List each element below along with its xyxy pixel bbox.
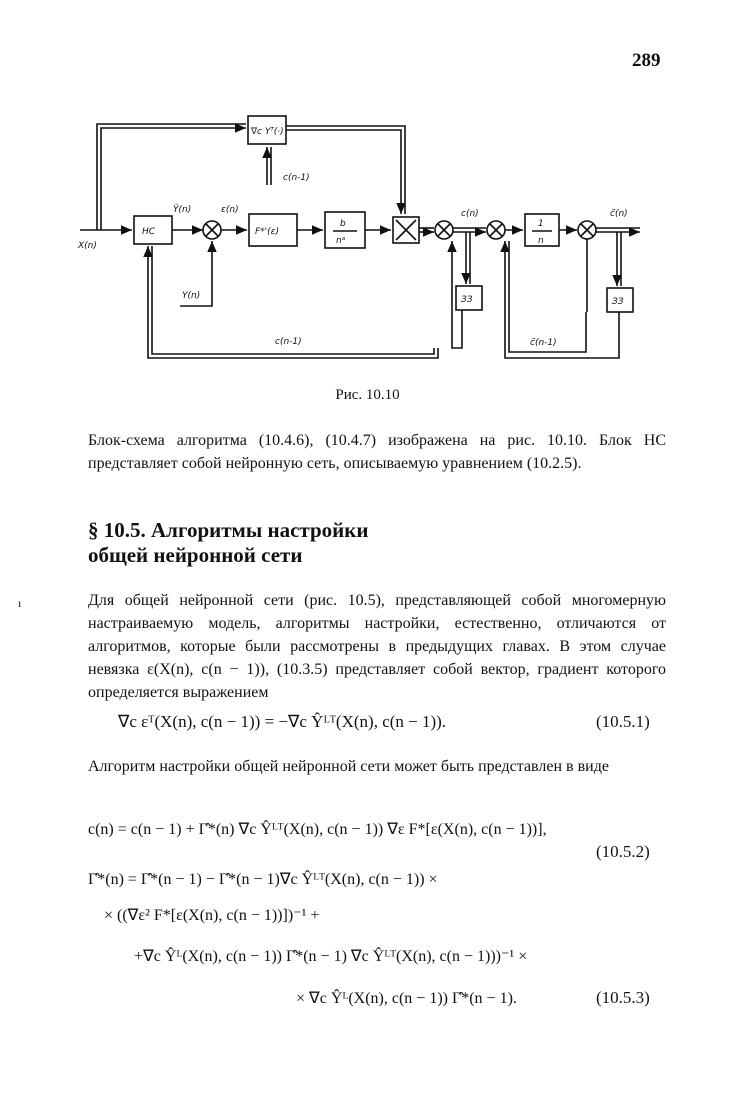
equation-number-10-5-3: (10.5.3) <box>596 988 650 1007</box>
equation-number-10-5-2: (10.5.2) <box>596 842 650 861</box>
label-derivative: F*'(ε) <box>255 227 280 237</box>
label-c-out: c(n) <box>461 209 479 219</box>
label-inv-n-top: 1 <box>538 219 544 229</box>
equation-10-5-3-line-4: × ∇c Ŷᴸ(X(n), c(n − 1)) Γ̂*(n − 1). <box>296 990 517 1007</box>
label-gradient: ∇c Yᵀ(·) <box>251 127 284 137</box>
section-heading-line-1: § 10.5. Алгоритмы настройки <box>88 518 369 542</box>
label-gain-top: b <box>340 219 346 229</box>
label-delay-1: ЗЗ <box>461 295 473 305</box>
equation-10-5-1: ∇c εᵀ(X(n), c(n − 1)) = −∇c Ŷᴸᵀ(X(n), c(n − 1)). <box>118 712 447 731</box>
page-number: 289 <box>632 50 661 71</box>
equation-10-5-2: c(n) = c(n − 1) + Γ̂*(n) ∇c Ŷᴸᵀ(X(n), c(n − 1)) ∇ε F*[ε(X(n), c(n − 1))], <box>88 821 547 838</box>
algorithm-paragraph: Алгоритм настройки общей нейронной сети может быть представлен в виде <box>88 758 609 775</box>
label-c-avg-out: c̃(n) <box>610 209 628 219</box>
label-nn-output: Ŷ(n) <box>173 205 192 215</box>
equation-10-5-3-line-2: × ((∇ε² F*[ε(X(n), c(n − 1))])⁻¹ + <box>104 907 320 924</box>
section-heading-line-2: общей нейронной сети <box>88 543 303 567</box>
intro-paragraph: Блок-схема алгоритма (10.4.6), (10.4.7) изображена на рис. 10.10. Блок НС представляет собой нейронную сеть, описываемую уравнением (10.2.5). <box>88 432 666 472</box>
section-heading <box>88 518 368 568</box>
label-target: Y(n) <box>182 291 201 301</box>
label-prev-c-top: c(n-1) <box>283 173 310 183</box>
label-gain-bottom: nᵃ <box>336 236 346 246</box>
label-delay-2: ЗЗ <box>612 297 624 307</box>
label-prev-c-avg: c̃(n-1) <box>530 338 557 348</box>
block-diagram <box>0 0 735 380</box>
label-nn: НС <box>142 227 156 237</box>
equation-number-10-5-1: (10.5.1) <box>596 712 650 731</box>
margin-mark: ı <box>18 596 22 610</box>
label-prev-c-bottom: c(n-1) <box>275 337 302 347</box>
body-paragraph: Для общей нейронной сети (рис. 10.5), представляющей собой многомерную настраиваемую модель, алгоритмы настройки, естественно, отличаются от алгоритмов, которые были рассмотрены в предыдущих главах. В этом случае невязка ε(X(n), c(n − 1)), (10.3.5) представляет собой вектор, градиент которого определяется выражением <box>88 592 666 701</box>
label-input: X(n) <box>78 241 97 251</box>
equation-10-5-3-line-3: +∇c Ŷᴸ(X(n), c(n − 1)) Γ̂*(n − 1) ∇c Ŷᴸᵀ(X(n), c(n − 1)))⁻¹ × <box>134 948 528 965</box>
equation-10-5-3-line-1: Γ̂*(n) = Γ̂*(n − 1) − Γ̂*(n − 1)∇c Ŷᴸᵀ(X(n), c(n − 1)) × <box>88 871 438 888</box>
label-inv-n-bottom: n <box>538 236 544 246</box>
label-error: ε(n) <box>221 205 239 215</box>
figure-caption: Рис. 10.10 <box>335 387 400 403</box>
